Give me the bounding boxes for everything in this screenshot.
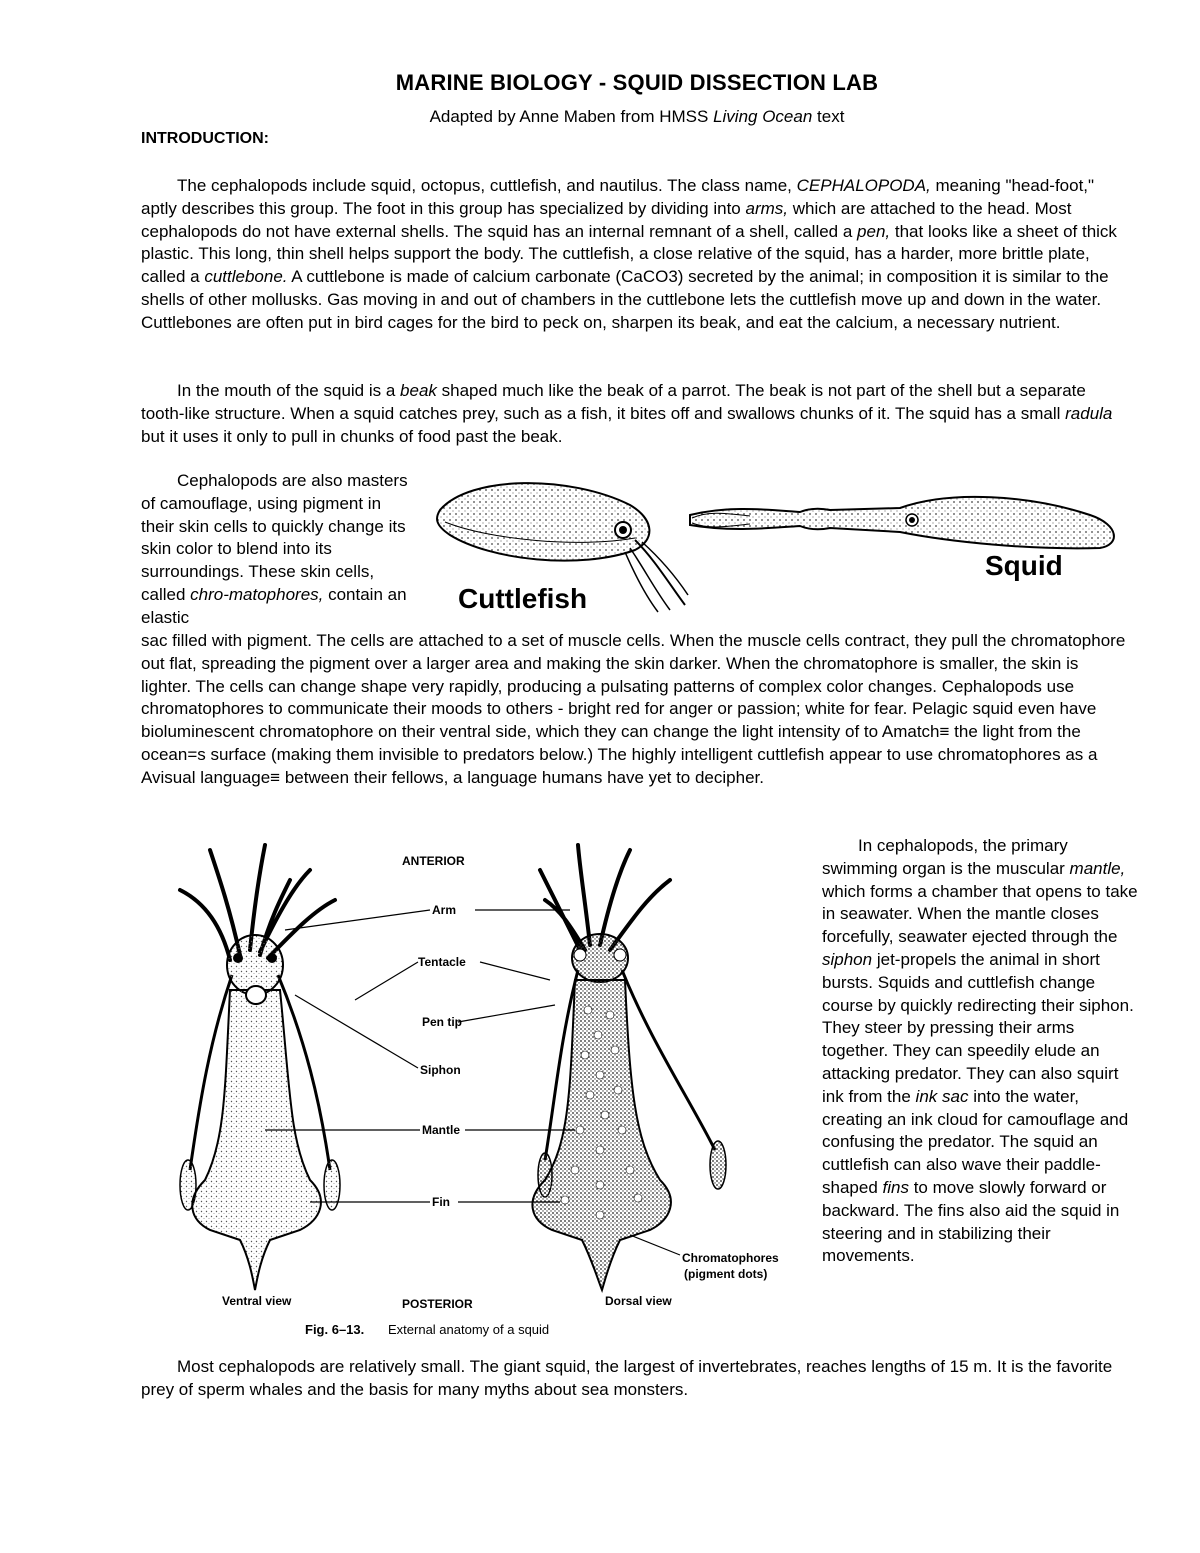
subtitle-book-title: Living Ocean <box>713 107 813 126</box>
figure-caption-text: External anatomy of a squid <box>388 1322 550 1337</box>
pigment-dots-label: (pigment dots) <box>684 1267 768 1281</box>
squid-anatomy-illustration <box>160 840 810 1350</box>
introduction-heading: INTRODUCTION: <box>141 130 269 147</box>
fin-label: Fin <box>432 1195 450 1209</box>
mantle-label: Mantle <box>422 1123 461 1137</box>
ventral-squid-drawing <box>180 845 340 1290</box>
cuttlefish-squid-illustration <box>430 470 1130 620</box>
arm-label: Arm <box>432 903 457 917</box>
paragraph-giant-squid: Most cephalopods are relatively small. The giant squid, the largest of invertebrates, reaches lengths of 15 m. It is the favorite prey of sperm whales and the basis for many myths about sea monsters. <box>141 1357 1113 1399</box>
paragraph-swimming: In cephalopods, the primary swimming organ is the muscular mantle, which forms a chamber that opens to take in seawater. When the mantle closes forcefully, seawater ejected through the siphon jet-propels the animal in short bursts. Squids and cuttlefish change course by quickly redirecting their siphon. They steer by pressing their arms together. They can speedily elude an attacking predator. They can also squirt ink from the ink sac into the water, creating an ink cloud for camouflage and confusing the predator. The squid an cuttlefish can also wave their paddle-shaped fins to move slowly forward or backward. The fins also aid the squid in steering and in stabilizing their movements. <box>822 836 1138 1266</box>
pen-tip-label: Pen tip <box>422 1015 463 1029</box>
paragraph-beak: In the mouth of the squid is a beak shaped much like the beak of a parrot. The beak is not part of the shell but a separate tooth-like structure. When a squid catches prey, such as a fish, it bites off and swallows chunks of it. The squid has a small radula but it uses it only to pull in chunks of food past the beak. <box>141 381 1113 446</box>
page-title: MARINE BIOLOGY - SQUID DISSECTION LAB <box>395 70 879 95</box>
squid-label: Squid <box>985 550 1063 581</box>
posterior-label: POSTERIOR <box>402 1297 473 1311</box>
paragraph-camouflage-cont: sac filled with pigment. The cells are attached to a set of muscle cells. When the muscle cells contract, they pull the chromatophore out flat, spreading the pigment over a larger area and making the skin darker. When the chromatophore is smaller, the skin is lighter. The cells can change shape very rapidly, producing a pulsating patterns of complex color changes. Cephalopods use chromatophores to communicate their moods to others - bright red for anger or passion; white for fear. Pelagic squid even have bioluminescent chromatophore on their ventral side, which they can change the light intensity of to Amatch≡ the light from the ocean=s surface (making them invisible to predators below.) The highly intelligent cuttlefish appear to use chromatophores as a Avisual language≡ between their fellows, a language humans have yet to decipher. <box>141 631 1126 787</box>
ventral-view-label: Ventral view <box>222 1294 292 1308</box>
dorsal-squid-drawing <box>532 845 726 1290</box>
figure-caption-number: Fig. 6–13. <box>305 1322 365 1337</box>
siphon-label: Siphon <box>420 1063 461 1077</box>
squid-drawing <box>690 497 1114 548</box>
dorsal-view-label: Dorsal view <box>605 1294 672 1308</box>
chromatophores-label: Chromatophores <box>682 1251 779 1265</box>
paragraph-cephalopods: The cephalopods include squid, octopus, cuttlefish, and nautilus. The class name, CEPHALOPODA, meaning "head-foot," aptly describes this group. The foot in this group has specialized by dividing into arms, which are attached to the head. Most cephalopods do not have external shells. The squid has an internal remnant of a shell, called a pen, that looks like a sheet of thick plastic. This long, thin shell helps support the body. The cuttlefish, a close relative of the squid, has a harder, more brittle plate, called a cuttlebone. A cuttlebone is made of calcium carbonate (CaCO3) secreted by the animal; in composition it is similar to the shells of other mollusks. Gas moving in and out of chambers in the cuttlebone lets the cuttlefish move up and down in the water. Cuttlebones are often put in bird cages for the bird to peck on, sharpen its beak, and eat the calcium, a necessary nutrient. <box>141 176 1117 332</box>
anterior-label: ANTERIOR <box>402 854 465 868</box>
subtitle-text-end: text <box>812 107 845 126</box>
tentacle-label: Tentacle <box>418 955 466 969</box>
cuttlefish-squid-figure <box>430 470 1130 620</box>
page-subtitle <box>0 107 1200 127</box>
paragraph-camouflage-start: Cephalopods are also masters of camouflage, using pigment in their skin cells to quickly change its skin color to blend into its surroundings. These skin cells, called chro-matophores, contain an elastic <box>141 471 408 627</box>
subtitle-text: Adapted by Anne Maben from HMSS <box>429 107 714 126</box>
cuttlefish-label: Cuttlefish <box>458 583 588 614</box>
squid-anatomy-figure <box>160 840 810 1350</box>
